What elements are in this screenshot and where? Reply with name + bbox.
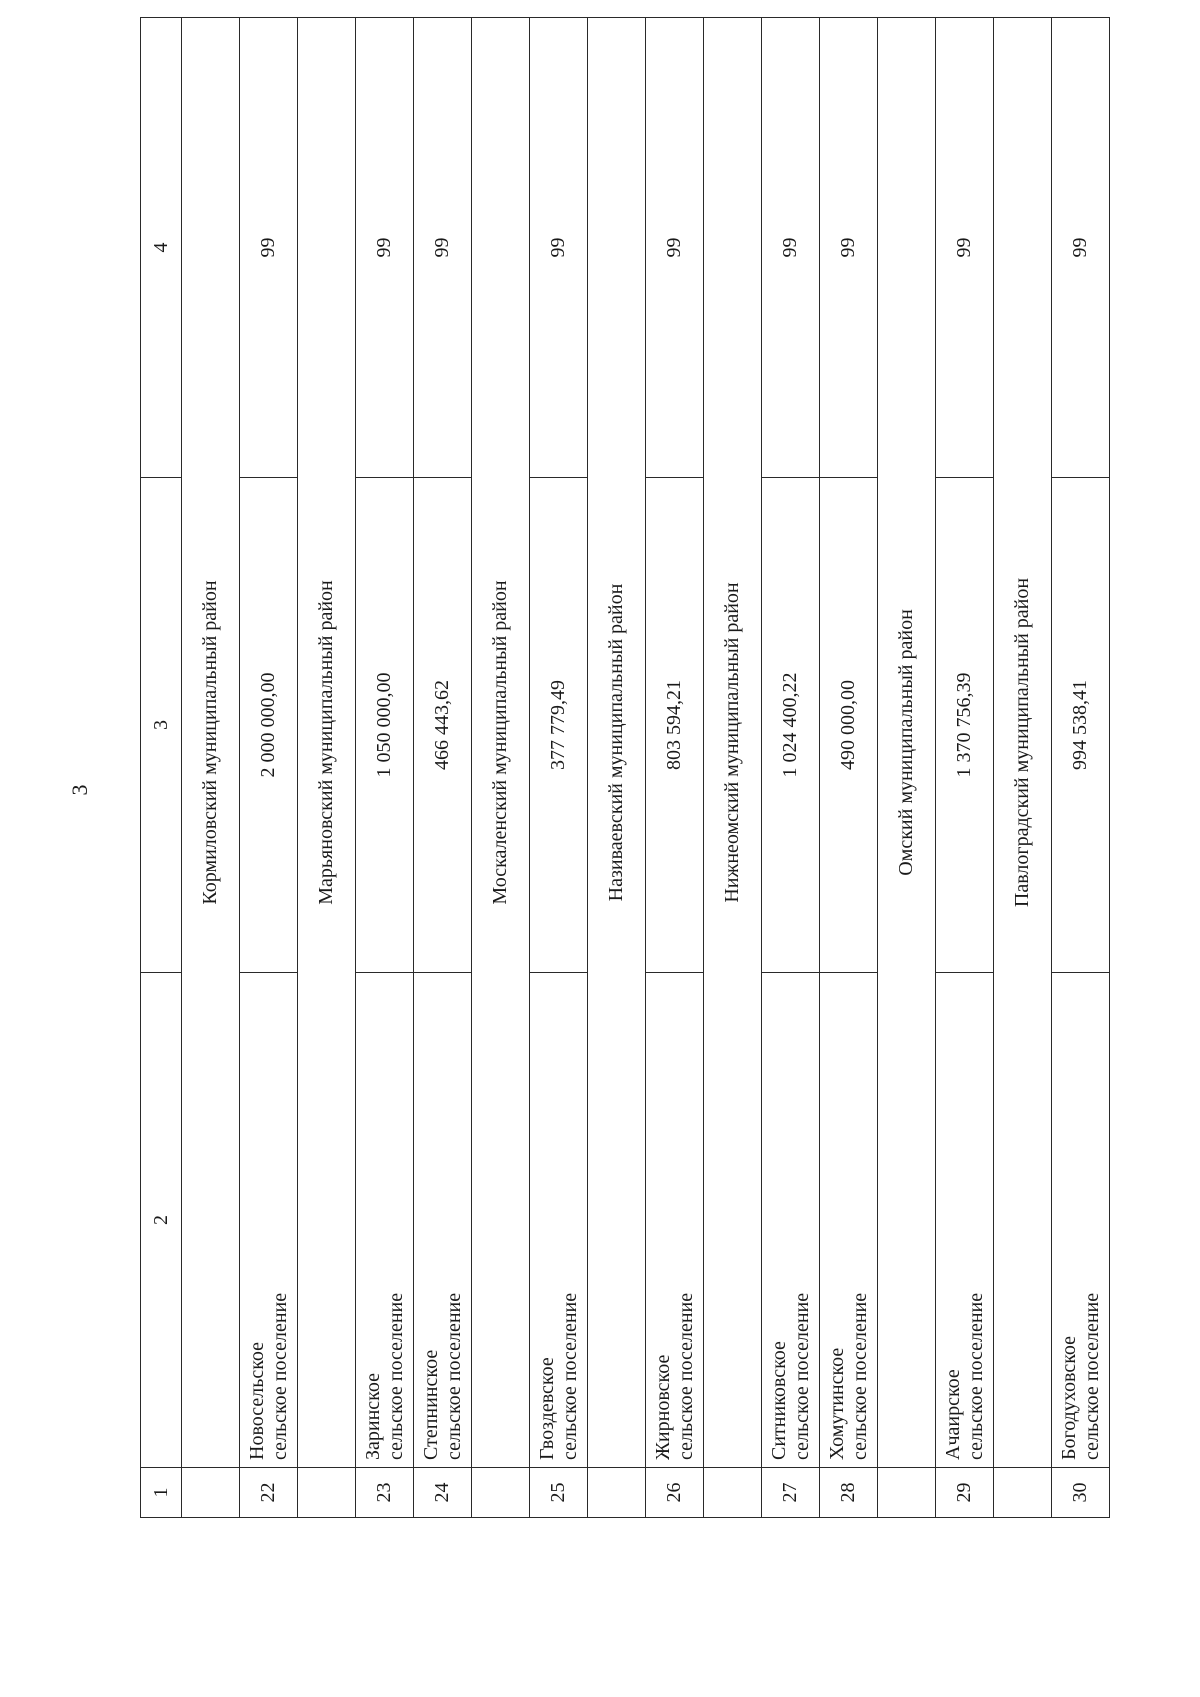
settlement-name-line2: сельское поселение [558, 1292, 581, 1460]
amount-cell: 803 594,21 [646, 478, 704, 973]
region-spacer [994, 1468, 1052, 1518]
row-number: 25 [530, 1468, 588, 1518]
row-number: 27 [762, 1468, 820, 1518]
amount-cell: 1 370 756,39 [936, 478, 994, 973]
settlement-name-line1: Степнинское [420, 1349, 443, 1460]
data-table [140, 17, 1110, 1518]
settlement-name-line1: Жирновское [652, 1354, 675, 1460]
settlement-name-line1: Заринское [362, 1372, 385, 1460]
region-title: Називаевский муниципальный район [588, 18, 646, 1468]
percent-cell: 99 [414, 18, 472, 478]
region-spacer [878, 1468, 936, 1518]
percent-cell: 99 [936, 18, 994, 478]
settlement-name [356, 973, 414, 1468]
table-row [530, 18, 588, 1518]
settlement-name-line1: Новосельское [246, 1341, 269, 1460]
header-cell: 2 [141, 973, 182, 1468]
settlement-name-line2: сельское поселение [848, 1292, 871, 1460]
settlement-name-line1: Богодуховское [1058, 1335, 1081, 1460]
settlement-name-line2: сельское поселение [790, 1292, 813, 1460]
amount-cell: 466 443,62 [414, 478, 472, 973]
row-number: 30 [1052, 1468, 1110, 1518]
percent-cell: 99 [530, 18, 588, 478]
settlement-name-line2: сельское поселение [1080, 1292, 1103, 1460]
settlement-name [530, 973, 588, 1468]
region-row [472, 18, 530, 1518]
table-row [936, 18, 994, 1518]
region-row [182, 18, 240, 1518]
table-row [1052, 18, 1110, 1518]
header-row [141, 18, 182, 1518]
amount-cell: 994 538,41 [1052, 478, 1110, 973]
percent-cell: 99 [820, 18, 878, 478]
region-title: Москаленский муниципальный район [472, 18, 530, 1468]
row-number: 22 [240, 1468, 298, 1518]
amount-cell: 490 000,00 [820, 478, 878, 973]
settlement-name [762, 973, 820, 1468]
settlement-name-line2: сельское поселение [384, 1292, 407, 1460]
region-row [994, 18, 1052, 1518]
table-row [820, 18, 878, 1518]
percent-cell: 99 [646, 18, 704, 478]
settlement-name-line2: сельское поселение [268, 1292, 291, 1460]
region-spacer [704, 1468, 762, 1518]
region-row [298, 18, 356, 1518]
row-number: 26 [646, 1468, 704, 1518]
region-title: Марьяновский муниципальный район [298, 18, 356, 1468]
region-spacer [472, 1468, 530, 1518]
settlement-name-line1: Хомутинское [826, 1347, 849, 1460]
settlement-name-line2: сельское поселение [674, 1292, 697, 1460]
settlement-name-line1: Гвоздевское [536, 1357, 559, 1460]
percent-cell: 99 [240, 18, 298, 478]
region-title: Нижнеомский муниципальный район [704, 18, 762, 1468]
table-row [356, 18, 414, 1518]
amount-cell: 2 000 000,00 [240, 478, 298, 973]
percent-cell: 99 [356, 18, 414, 478]
region-title: Павлоградский муниципальный район [994, 18, 1052, 1468]
settlement-name [414, 973, 472, 1468]
row-number: 24 [414, 1468, 472, 1518]
table-row [240, 18, 298, 1518]
settlement-name-line2: сельское поселение [442, 1292, 465, 1460]
settlement-name [820, 973, 878, 1468]
settlement-name [936, 973, 994, 1468]
row-number: 28 [820, 1468, 878, 1518]
region-row [588, 18, 646, 1518]
settlement-name [1052, 973, 1110, 1468]
header-cell: 3 [141, 478, 182, 973]
region-spacer [298, 1468, 356, 1518]
settlement-name-line1: Ачаирское [942, 1369, 965, 1460]
row-number: 29 [936, 1468, 994, 1518]
region-row [704, 18, 762, 1518]
table-row [762, 18, 820, 1518]
settlement-name [646, 973, 704, 1468]
table-row [414, 18, 472, 1518]
region-row [878, 18, 936, 1518]
settlement-name-line1: Ситниковское [768, 1341, 791, 1460]
amount-cell: 1 050 000,00 [356, 478, 414, 973]
region-spacer [182, 1468, 240, 1518]
rotated-table-container [140, 18, 1103, 1518]
percent-cell: 99 [762, 18, 820, 478]
amount-cell: 1 024 400,22 [762, 478, 820, 973]
page-number: 3 [67, 784, 92, 796]
region-spacer [588, 1468, 646, 1518]
header-cell: 4 [141, 18, 182, 478]
region-title: Омский муниципальный район [878, 18, 936, 1468]
table-row [646, 18, 704, 1518]
settlement-name-line2: сельское поселение [964, 1292, 987, 1460]
amount-cell: 377 779,49 [530, 478, 588, 973]
header-cell: 1 [141, 1468, 182, 1518]
row-number: 23 [356, 1468, 414, 1518]
percent-cell: 99 [1052, 18, 1110, 478]
region-title: Кормиловский муниципальный район [182, 18, 240, 1468]
settlement-name [240, 973, 298, 1468]
